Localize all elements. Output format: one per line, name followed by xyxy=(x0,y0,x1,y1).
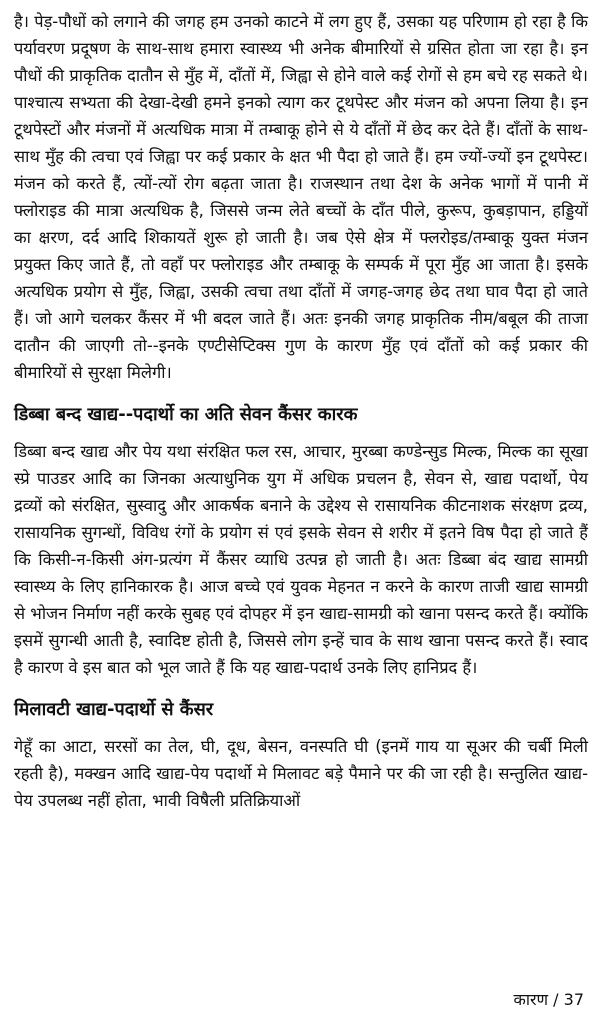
section-heading-canned-food: डिब्बा बन्द खाद्य--पदार्थो का अति सेवन कैंसर कारक xyxy=(14,404,358,425)
paragraph-3: गेहूँ का आटा, सरसों का तेल, घी, दूध, बेसन, वनस्पति घी (इनमें गाय या सूअर की चर्बी मिली रहती है), मक्खन आदि खाद्य-पेय पदार्थो मे मिलावट बड़े पैमाने पर की जा रही है। सन्तुलित खाद्य-पेय उपलब्ध नहीं होता, भावी विषैली प्रतिक्रियाओं xyxy=(14,737,588,810)
paragraph-2: डिब्बा बन्द खाद्य और पेय यथा संरक्षित फल रस, आचार, मुरब्बा कण्डेन्सुड मिल्क, मिल्क का सूखा स्प्रे पाउडर आदि का जिनका अत्याधुनिक युग में अधिक प्रचलन है, सेवन से, खाद्य पदार्थो, पेय द्रव्यों को संरक्षित, सुस्वादु और आकर्षक बनाने के उद्देश्य से रासायनिक कीटनाशक संरक्षण द्रव्य, रासायनिक सुगन्धों, विविध रंगों के प्रयोग सं एवं इसके सेवन से शरीर में इतने विष पैदा हो जाते हैं कि किसी-न-किसी अंग-प्रत्यंग में कैंसर व्याधि उत्पन्न हो जाती है। अतः डिब्बा बंद खाद्य सामग्री स्वास्थ्य के लिए हानिकारक है। आज बच्चे एवं युवक मेहनत न करने के कारण ताजी खाद्य सामग्री से भोजन निर्माण नहीं करके सुबह एवं दोपहर में इन खाद्य-सामग्री को खाना पसन्द करते हैं। क्योंकि इसमें सुगन्धी आती है, स्वादिष्ट होती है, जिससे लोग इन्हें चाव के साथ खाना पसन्द करते हैं। स्वाद है कारण वे इस बात को भूल जाते हैं कि यह खाद्य-पदार्थ उनके लिए हानिप्रद हैं। xyxy=(14,442,588,677)
page-footer: कारण / 37 xyxy=(513,990,584,1009)
page-body xyxy=(14,8,588,814)
paragraph-1: है। पेड़-पौधों को लगाने की जगह हम उनको काटने में लग हुए हैं, उसका यह परिणाम हो रहा है कि पर्यावरण प्रदूषण के साथ-साथ हमारा स्वास्थ्य भी अनेक बीमारियों से ग्रसित होता जा रहा है। इन पौधों की प्राकृतिक दातौन से मुँह में, दाँतों में, जिह्वा से होने वाले कई रोगों से हम बचे रह सकते थे। पाश्चात्य सभ्यता की देखा-देखी हमने इनको त्याग कर टूथपेस्ट और मंजन को अपना लिया है। इन टूथपेस्टों और मंजनों में अत्यधिक मात्रा में तम्बाकू होने से ये दाँतों में छेद कर देते हैं। दाँतों के साथ-साथ मुँह की त्वचा एवं जिह्वा पर कई प्रकार के क्षत भी पैदा हो जाते हैं। हम ज्यों-ज्यों इन टूथपेस्ट। मंजन को करते हैं, त्यों-त्यों रोग बढ़ता जाता है। राजस्थान तथा देश के अनेक भागों में पानी में फ्लोराइड की मात्रा अत्यधिक है, जिससे जन्म लेते बच्चों के दाँत पीले, कुरूप, कुबड़ापान, हड्डियों का क्षरण, दर्द आदि शिकायतें शुरू हो जाती है। जब ऐसे क्षेत्र में फ्लरोइड/तम्बाकू युक्त मंजन प्रयुक्त किए जाते हैं, तो वहाँ पर फ्लोराइड और तम्बाकू के सम्पर्क में पूरा मुँह आ जाता है। इसके अत्यधिक प्रयोग से मुँह, जिह्वा, उसकी त्वचा तथा दाँतों में जगह-जगह छेद तथा घाव पैदा हो जाते हैं। जो आगे चलकर कैंसर में भी बदल जाते हैं। अतः इनकी जगह प्राकृतिक नीम/बबूल की ताजा दातौन की जाएगी तो--इनके एण्टीसेप्टिक्स गुण के कारण मुँह एवं दाँतों को कई प्रकार की बीमारियों से सुरक्षा मिलेगी। xyxy=(14,12,588,382)
section-heading-adulterated-food: मिलावटी खाद्य-पदार्थो से कैंसर xyxy=(14,699,214,720)
